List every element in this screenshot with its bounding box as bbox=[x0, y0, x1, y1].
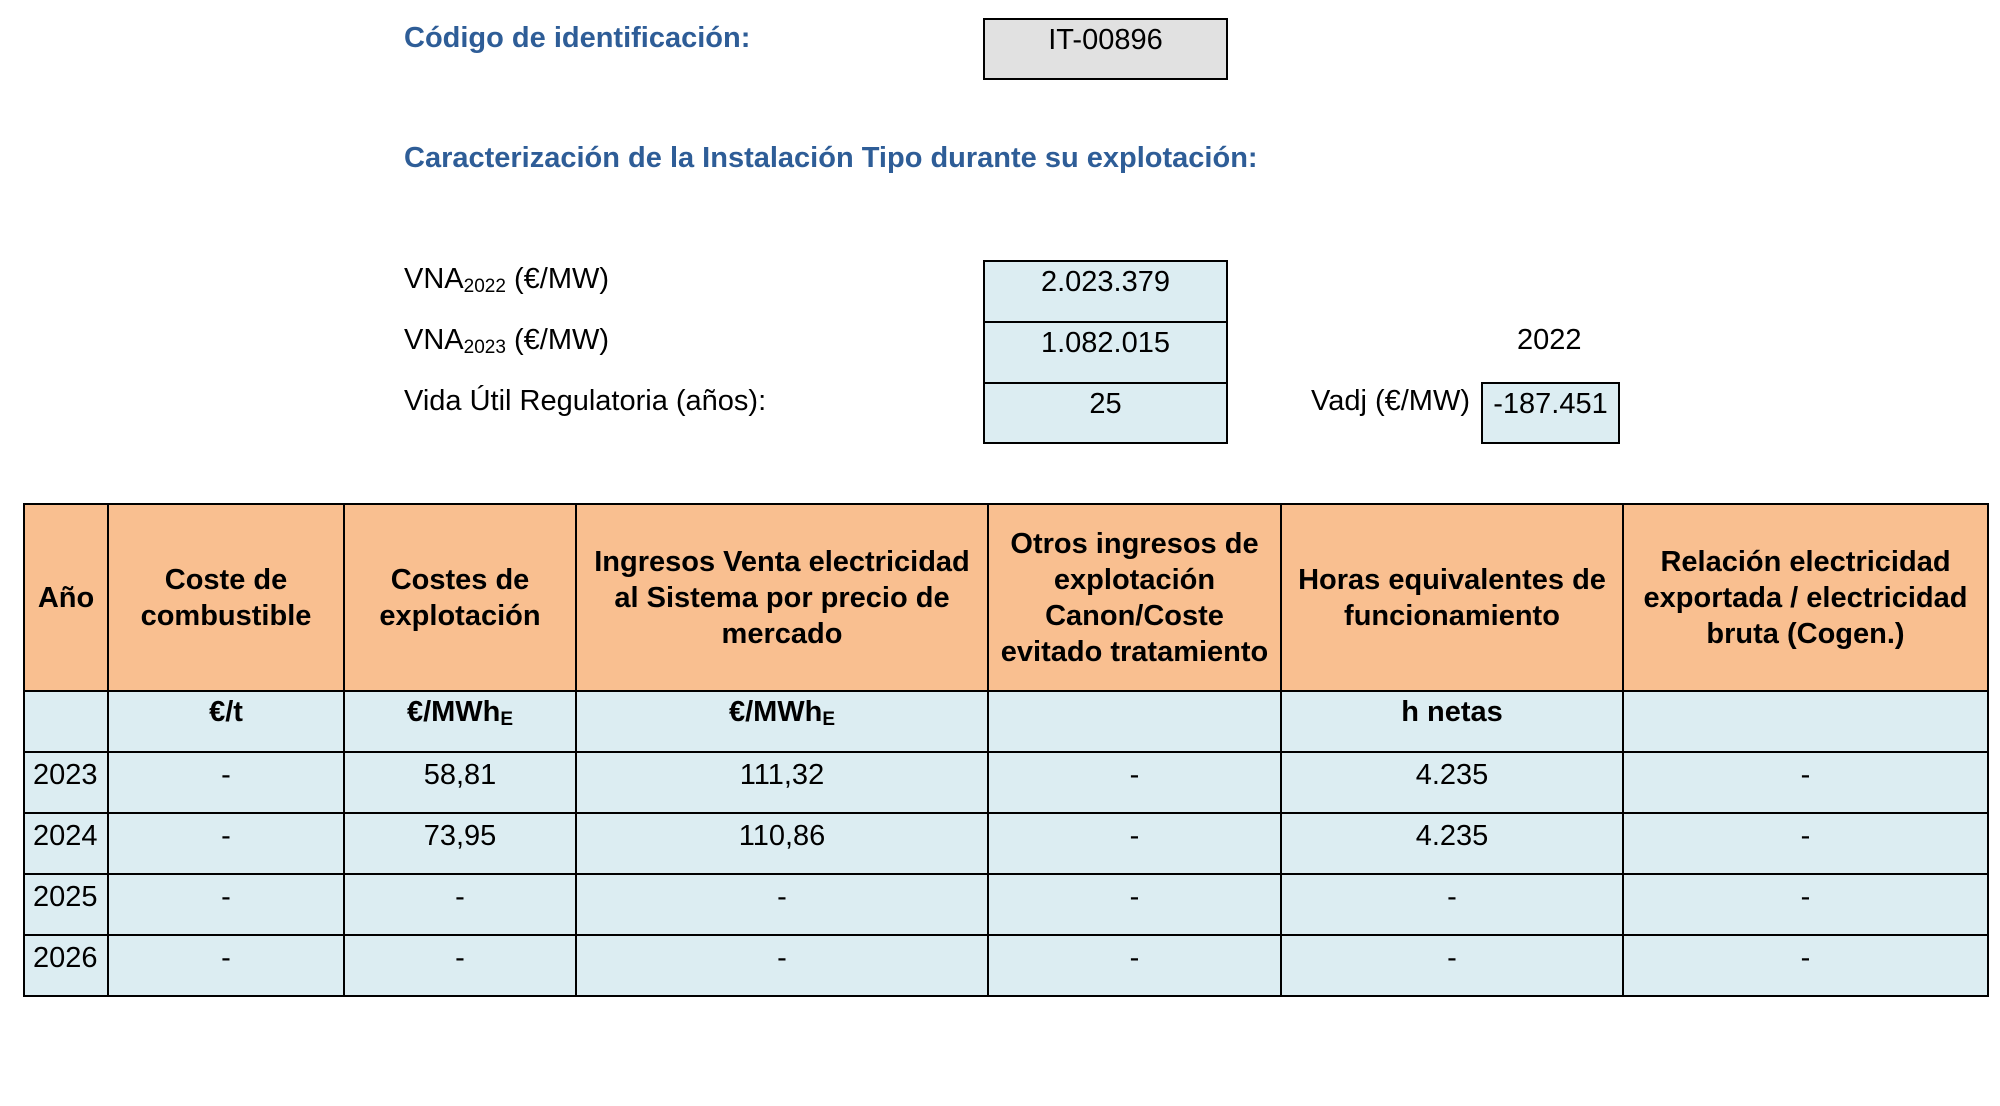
table-units-row bbox=[24, 691, 1988, 752]
unit-year bbox=[24, 691, 108, 752]
cell-ingresos-venta: 110,86 bbox=[576, 813, 988, 874]
cell-costes-explotacion: - bbox=[344, 935, 576, 996]
col-header-otros-ingresos: Otros ingresos de explotación Canon/Coste evitado tratamiento bbox=[988, 504, 1281, 691]
cell-costes-explotacion: 58,81 bbox=[344, 752, 576, 813]
cell-ingresos-venta: - bbox=[576, 874, 988, 935]
unit-ingresos-venta: €/MWh$_E$ bbox=[576, 691, 988, 752]
vna2022-value: 2.023.379 bbox=[983, 260, 1228, 323]
cell-combustible: - bbox=[108, 874, 344, 935]
cell-otros-ingresos: - bbox=[988, 935, 1281, 996]
cell-year: 2024 bbox=[24, 813, 108, 874]
col-header-horas: Horas equivalentes de funcionamiento bbox=[1281, 504, 1623, 691]
cell-costes-explotacion: 73,95 bbox=[344, 813, 576, 874]
vna2022-label: $VNA_{2022}$ (€/MW) bbox=[404, 263, 610, 297]
cell-combustible: - bbox=[108, 935, 344, 996]
unit-combustible: €/t bbox=[108, 691, 344, 752]
unit-otros-ingresos bbox=[988, 691, 1281, 752]
section-title: Caracterización de la Instalación Tipo durante su explotación: bbox=[404, 142, 1258, 174]
cell-combustible: - bbox=[108, 752, 344, 813]
table-row bbox=[24, 752, 1988, 813]
vida-util-label: Vida Útil Regulatoria (años): bbox=[404, 385, 767, 417]
col-header-year: Año bbox=[24, 504, 108, 691]
col-header-relacion: Relación electricidad exportada / electricidad bruta (Cogen.) bbox=[1623, 504, 1988, 691]
col-header-ingresos-venta: Ingresos Venta electricidad al Sistema por precio de mercado bbox=[576, 504, 988, 691]
cell-ingresos-venta: - bbox=[576, 935, 988, 996]
vadj-year: 2022 bbox=[1517, 324, 1582, 356]
col-header-costes-explotacion: Costes de explotación bbox=[344, 504, 576, 691]
table-row bbox=[24, 935, 1988, 996]
cell-otros-ingresos: - bbox=[988, 874, 1281, 935]
cell-horas: - bbox=[1281, 874, 1623, 935]
vadj-label: Vadj (€/MW) bbox=[1311, 385, 1470, 417]
cell-combustible: - bbox=[108, 813, 344, 874]
cell-relacion: - bbox=[1623, 752, 1988, 813]
explotacion-table bbox=[23, 503, 1989, 997]
cell-relacion: - bbox=[1623, 935, 1988, 996]
cell-year: 2023 bbox=[24, 752, 108, 813]
cell-costes-explotacion: - bbox=[344, 874, 576, 935]
unit-relacion bbox=[1623, 691, 1988, 752]
cell-horas: 4.235 bbox=[1281, 813, 1623, 874]
cell-ingresos-venta: 111,32 bbox=[576, 752, 988, 813]
vna2023-value: 1.082.015 bbox=[983, 321, 1228, 384]
code-label: Código de identificación: bbox=[404, 22, 751, 54]
unit-horas: h netas bbox=[1281, 691, 1623, 752]
cell-otros-ingresos: - bbox=[988, 813, 1281, 874]
cell-horas: 4.235 bbox=[1281, 752, 1623, 813]
vadj-value: -187.451 bbox=[1481, 382, 1620, 444]
cell-relacion: - bbox=[1623, 813, 1988, 874]
cell-year: 2026 bbox=[24, 935, 108, 996]
vna2023-label: $VNA_{2023}$ (€/MW) bbox=[404, 324, 610, 358]
cell-relacion: - bbox=[1623, 874, 1988, 935]
table-header-row bbox=[24, 504, 1988, 691]
cell-horas: - bbox=[1281, 935, 1623, 996]
table-row bbox=[24, 813, 1988, 874]
col-header-combustible: Coste de combustible bbox=[108, 504, 344, 691]
cell-otros-ingresos: - bbox=[988, 752, 1281, 813]
table-row bbox=[24, 874, 1988, 935]
unit-costes-explotacion: €/MWh$_E$ bbox=[344, 691, 576, 752]
code-value-box: IT-00896 bbox=[983, 18, 1228, 80]
cell-year: 2025 bbox=[24, 874, 108, 935]
vida-util-value: 25 bbox=[983, 382, 1228, 444]
